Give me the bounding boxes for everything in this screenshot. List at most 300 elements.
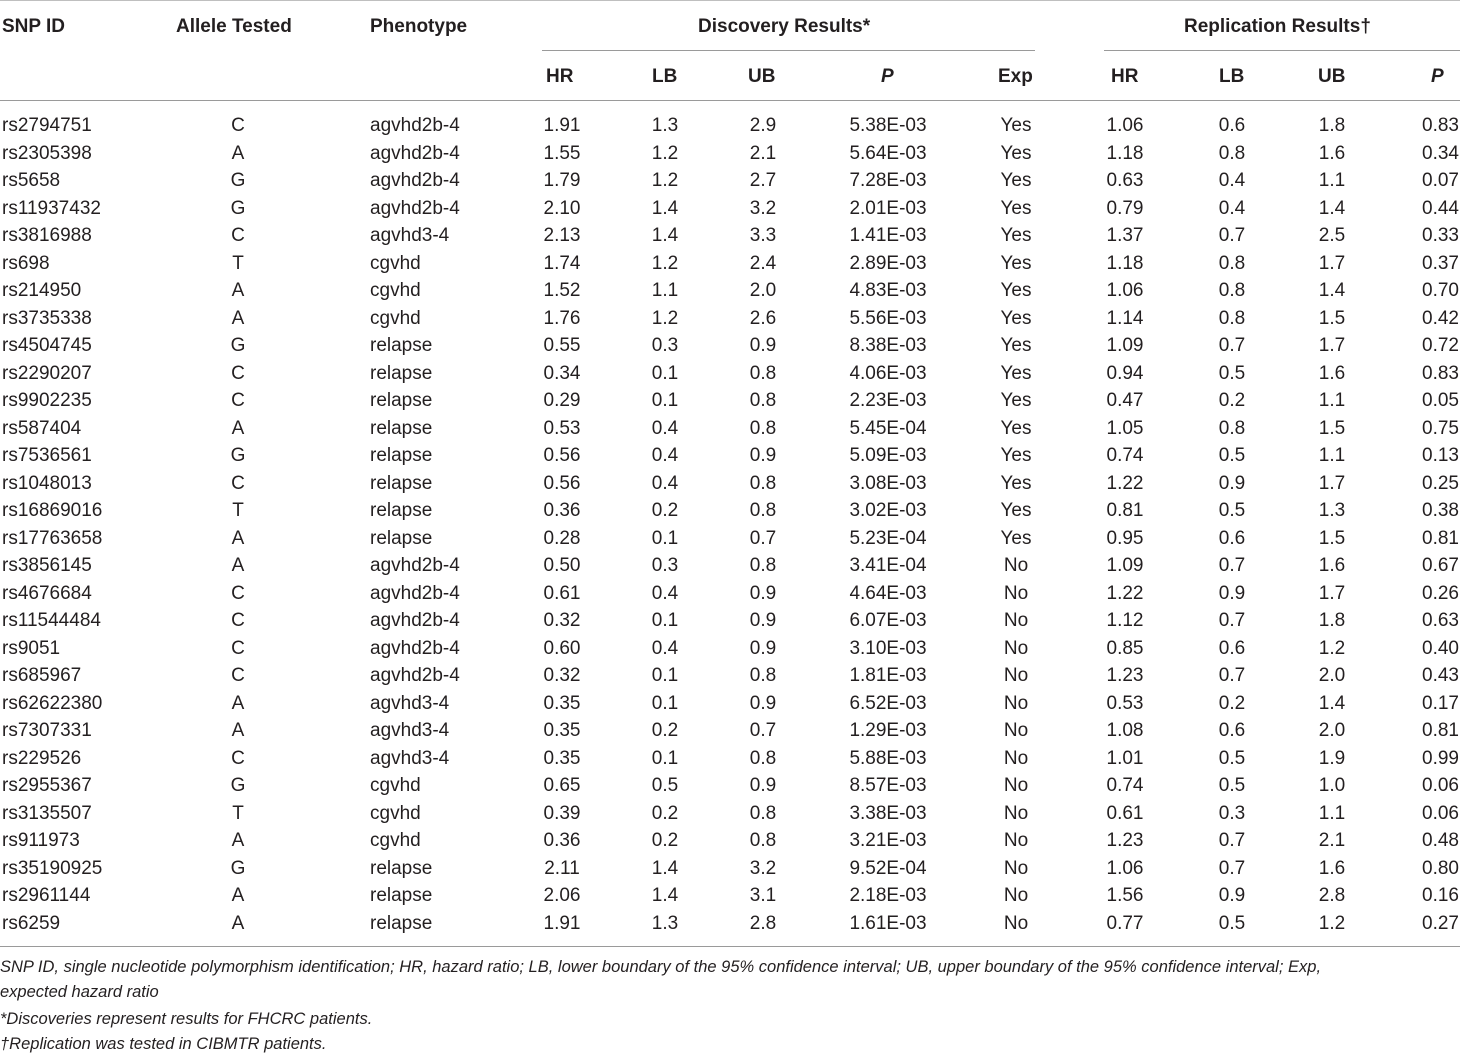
cell-disc-ub: 0.8 bbox=[749, 802, 777, 824]
cell-phenotype: relapse bbox=[370, 912, 433, 934]
cell-snp-id: rs1048013 bbox=[2, 472, 92, 494]
cell-disc-hr: 0.53 bbox=[543, 417, 581, 439]
table-row bbox=[0, 470, 1460, 498]
cell-rep-lb: 0.9 bbox=[1218, 582, 1246, 604]
cell-allele: T bbox=[232, 252, 244, 274]
cell-phenotype: agvhd2b-4 bbox=[370, 170, 460, 191]
cell-disc-hr: 0.56 bbox=[543, 472, 581, 494]
cell-disc-exp: Yes bbox=[1000, 225, 1032, 246]
cell-rep-p: 0.63 bbox=[1422, 610, 1459, 631]
cell-phenotype: agvhd2b-4 bbox=[370, 115, 460, 136]
cell-rep-ub: 2.0 bbox=[1318, 665, 1346, 686]
cell-rep-hr: 0.95 bbox=[1106, 527, 1144, 549]
cell-rep-hr: 0.79 bbox=[1106, 197, 1144, 219]
cell-snp-id: rs685967 bbox=[2, 665, 82, 686]
cell-phenotype: agvhd2b-4 bbox=[370, 665, 460, 686]
cell-disc-p: 3.08E-03 bbox=[849, 472, 927, 494]
cell-phenotype: relapse bbox=[370, 527, 433, 549]
cell-rep-lb: 0.2 bbox=[1218, 390, 1246, 411]
cell-rep-ub: 1.7 bbox=[1318, 335, 1346, 356]
cell-allele: C bbox=[231, 747, 245, 769]
cell-disc-lb: 1.4 bbox=[651, 225, 679, 246]
cell-disc-ub: 0.9 bbox=[749, 582, 777, 604]
cell-disc-exp: No bbox=[1003, 747, 1029, 769]
cell-allele: A bbox=[231, 912, 245, 934]
cell-disc-lb: 0.1 bbox=[651, 362, 679, 384]
cell-rep-lb: 0.8 bbox=[1218, 417, 1246, 439]
table-row bbox=[0, 662, 1460, 690]
cell-disc-lb: 0.1 bbox=[651, 527, 679, 549]
cell-disc-p: 1.41E-03 bbox=[849, 225, 927, 246]
cell-phenotype: relapse bbox=[370, 417, 433, 439]
cell-disc-p: 8.57E-03 bbox=[849, 775, 927, 796]
cell-disc-exp: No bbox=[1003, 665, 1029, 686]
cell-rep-ub: 1.8 bbox=[1318, 115, 1346, 136]
cell-rep-ub: 1.5 bbox=[1318, 417, 1346, 439]
table-row bbox=[0, 717, 1460, 745]
cell-phenotype: agvhd2b-4 bbox=[370, 610, 460, 631]
cell-allele: A bbox=[231, 417, 245, 439]
cell-disc-lb: 1.1 bbox=[651, 280, 679, 301]
cell-rep-hr: 1.06 bbox=[1106, 115, 1144, 136]
cell-disc-hr: 2.13 bbox=[543, 225, 581, 246]
cell-disc-hr: 1.79 bbox=[543, 170, 581, 191]
cell-disc-hr: 0.28 bbox=[543, 527, 581, 549]
cell-rep-p: 0.83 bbox=[1422, 115, 1459, 136]
cell-rep-hr: 0.53 bbox=[1106, 692, 1144, 714]
cell-disc-exp: No bbox=[1003, 555, 1029, 576]
header-discovery-ub: UB bbox=[748, 66, 776, 87]
cell-disc-hr: 1.74 bbox=[543, 252, 581, 274]
cell-disc-exp: No bbox=[1003, 582, 1029, 604]
cell-rep-ub: 1.5 bbox=[1318, 527, 1346, 549]
cell-rep-ub: 1.6 bbox=[1318, 142, 1346, 164]
cell-rep-hr: 1.23 bbox=[1106, 830, 1144, 851]
cell-rep-hr: 1.18 bbox=[1106, 142, 1144, 164]
cell-disc-hr: 1.91 bbox=[543, 912, 581, 934]
cell-rep-p: 0.43 bbox=[1422, 665, 1459, 686]
cell-rep-lb: 0.3 bbox=[1218, 802, 1246, 824]
cell-disc-ub: 0.8 bbox=[749, 500, 777, 521]
table-row bbox=[0, 772, 1460, 800]
discovery-group-underline bbox=[542, 50, 1035, 51]
cell-disc-hr: 0.56 bbox=[543, 445, 581, 466]
cell-disc-exp: Yes bbox=[1000, 500, 1032, 521]
header-discovery-lb: LB bbox=[652, 66, 678, 87]
cell-disc-hr: 0.39 bbox=[543, 802, 581, 824]
cell-snp-id: rs16869016 bbox=[2, 500, 103, 521]
cell-rep-p: 0.40 bbox=[1422, 637, 1459, 659]
cell-disc-lb: 0.3 bbox=[651, 335, 679, 356]
cell-allele: A bbox=[231, 692, 245, 714]
cell-rep-ub: 1.1 bbox=[1318, 390, 1346, 411]
cell-disc-p: 5.38E-03 bbox=[849, 115, 927, 136]
cell-disc-lb: 0.1 bbox=[651, 665, 679, 686]
cell-disc-hr: 1.76 bbox=[543, 307, 581, 329]
cell-disc-ub: 2.7 bbox=[749, 170, 777, 191]
cell-rep-p: 0.80 bbox=[1422, 857, 1459, 879]
cell-disc-p: 1.81E-03 bbox=[849, 665, 927, 686]
cell-snp-id: rs6259 bbox=[2, 912, 61, 934]
cell-rep-p: 0.25 bbox=[1422, 472, 1459, 494]
cell-disc-p: 1.61E-03 bbox=[849, 912, 927, 934]
cell-rep-lb: 0.4 bbox=[1218, 197, 1246, 219]
cell-disc-ub: 0.8 bbox=[749, 830, 777, 851]
cell-snp-id: rs698 bbox=[2, 252, 50, 274]
cell-rep-ub: 2.8 bbox=[1318, 885, 1346, 906]
cell-disc-lb: 0.4 bbox=[651, 637, 679, 659]
cell-rep-p: 0.07 bbox=[1422, 170, 1459, 191]
cell-allele: G bbox=[230, 197, 246, 219]
cell-snp-id: rs11937432 bbox=[2, 197, 101, 219]
cell-disc-ub: 0.9 bbox=[749, 637, 777, 659]
cell-rep-lb: 0.4 bbox=[1218, 170, 1246, 191]
cell-disc-hr: 0.35 bbox=[543, 692, 581, 714]
cell-disc-ub: 2.4 bbox=[749, 252, 777, 274]
cell-rep-hr: 1.18 bbox=[1106, 252, 1144, 274]
cell-disc-lb: 0.5 bbox=[651, 775, 679, 796]
cell-phenotype: agvhd3-4 bbox=[370, 720, 450, 741]
cell-snp-id: rs911973 bbox=[2, 830, 80, 851]
cell-disc-ub: 0.9 bbox=[749, 775, 777, 796]
cell-rep-hr: 0.81 bbox=[1106, 500, 1144, 521]
cell-rep-ub: 1.9 bbox=[1318, 747, 1346, 769]
header-replication-results: Replication Results† bbox=[1184, 16, 1371, 37]
cell-rep-lb: 0.7 bbox=[1218, 857, 1246, 879]
cell-rep-lb: 0.7 bbox=[1218, 335, 1246, 356]
cell-disc-lb: 0.1 bbox=[651, 390, 679, 411]
table-row bbox=[0, 167, 1460, 195]
cell-rep-p: 0.37 bbox=[1422, 252, 1459, 274]
cell-snp-id: rs4504745 bbox=[2, 335, 92, 356]
cell-rep-ub: 1.4 bbox=[1318, 692, 1346, 714]
cell-rep-p: 0.27 bbox=[1422, 912, 1459, 934]
cell-rep-p: 0.13 bbox=[1422, 445, 1459, 466]
cell-rep-ub: 1.8 bbox=[1318, 610, 1346, 631]
cell-rep-ub: 1.1 bbox=[1318, 170, 1346, 191]
cell-disc-lb: 0.2 bbox=[651, 830, 679, 851]
cell-disc-lb: 0.4 bbox=[651, 472, 679, 494]
cell-rep-lb: 0.7 bbox=[1218, 225, 1246, 246]
cell-disc-hr: 1.91 bbox=[543, 115, 581, 136]
cell-rep-p: 0.81 bbox=[1422, 527, 1459, 549]
header-replication-p bbox=[1431, 66, 1444, 88]
cell-allele: G bbox=[230, 857, 246, 879]
cell-phenotype: cgvhd bbox=[370, 802, 421, 824]
cell-disc-p: 8.38E-03 bbox=[849, 335, 927, 356]
cell-disc-p: 9.52E-04 bbox=[849, 857, 927, 879]
cell-disc-hr: 0.65 bbox=[543, 775, 581, 796]
cell-rep-hr: 1.14 bbox=[1106, 307, 1144, 329]
table-row bbox=[0, 882, 1460, 910]
cell-rep-lb: 0.9 bbox=[1218, 885, 1246, 906]
cell-snp-id: rs2305398 bbox=[2, 142, 92, 164]
cell-disc-ub: 0.8 bbox=[749, 747, 777, 769]
cell-allele: T bbox=[232, 500, 244, 521]
cell-disc-hr: 0.32 bbox=[543, 610, 581, 631]
table-row bbox=[0, 387, 1460, 415]
cell-allele: G bbox=[230, 170, 246, 191]
cell-disc-exp: Yes bbox=[1000, 115, 1032, 136]
cell-phenotype: relapse bbox=[370, 857, 433, 879]
cell-rep-ub: 2.0 bbox=[1318, 720, 1346, 741]
cell-disc-lb: 1.4 bbox=[651, 197, 679, 219]
cell-rep-hr: 1.23 bbox=[1106, 665, 1144, 686]
cell-allele: A bbox=[231, 555, 245, 576]
cell-snp-id: rs11544484 bbox=[2, 610, 101, 631]
cell-rep-lb: 0.8 bbox=[1218, 252, 1246, 274]
cell-phenotype: relapse bbox=[370, 885, 433, 906]
cell-disc-ub: 3.2 bbox=[749, 197, 777, 219]
cell-allele: A bbox=[231, 885, 245, 906]
cell-allele: C bbox=[231, 637, 245, 659]
cell-disc-hr: 2.11 bbox=[544, 857, 580, 879]
cell-allele: C bbox=[231, 390, 245, 411]
cell-disc-hr: 0.32 bbox=[543, 665, 581, 686]
cell-snp-id: rs214950 bbox=[2, 280, 82, 301]
table-row bbox=[0, 855, 1460, 883]
cell-phenotype: relapse bbox=[370, 335, 433, 356]
cell-phenotype: agvhd3-4 bbox=[370, 747, 450, 769]
cell-rep-lb: 0.8 bbox=[1218, 280, 1246, 301]
cell-disc-hr: 0.29 bbox=[543, 390, 581, 411]
cell-snp-id: rs3135507 bbox=[2, 802, 92, 824]
cell-disc-exp: Yes bbox=[1000, 170, 1032, 191]
cell-disc-hr: 0.35 bbox=[543, 720, 581, 741]
cell-disc-exp: No bbox=[1003, 830, 1029, 851]
cell-disc-hr: 0.34 bbox=[543, 362, 581, 384]
cell-disc-ub: 2.1 bbox=[749, 142, 777, 164]
cell-phenotype: cgvhd bbox=[370, 830, 421, 851]
cell-rep-hr: 1.01 bbox=[1106, 747, 1144, 769]
cell-snp-id: rs229526 bbox=[2, 747, 82, 769]
cell-allele: G bbox=[230, 775, 246, 796]
cell-rep-ub: 1.7 bbox=[1318, 472, 1346, 494]
cell-rep-ub: 1.6 bbox=[1318, 362, 1346, 384]
cell-rep-ub: 1.1 bbox=[1318, 802, 1346, 824]
cell-rep-p: 0.70 bbox=[1422, 280, 1459, 301]
footnote-discovery: *Discoveries represent results for FHCRC patients. bbox=[0, 1010, 373, 1028]
cell-rep-hr: 0.74 bbox=[1106, 775, 1144, 796]
cell-snp-id: rs2290207 bbox=[2, 362, 92, 384]
cell-disc-ub: 0.9 bbox=[749, 445, 777, 466]
cell-rep-p: 0.17 bbox=[1422, 692, 1459, 714]
cell-snp-id: rs7307331 bbox=[2, 720, 92, 741]
cell-rep-p: 0.33 bbox=[1422, 225, 1459, 246]
cell-disc-p: 5.64E-03 bbox=[849, 142, 927, 164]
cell-disc-hr: 2.10 bbox=[543, 197, 581, 219]
cell-allele: A bbox=[231, 307, 245, 329]
cell-rep-hr: 1.22 bbox=[1106, 582, 1144, 604]
cell-phenotype: agvhd2b-4 bbox=[370, 197, 460, 219]
cell-disc-ub: 0.9 bbox=[749, 692, 777, 714]
cell-disc-hr: 0.55 bbox=[543, 335, 581, 356]
cell-rep-hr: 1.12 bbox=[1106, 610, 1144, 631]
cell-allele: A bbox=[231, 720, 245, 741]
cell-rep-lb: 0.8 bbox=[1218, 307, 1246, 329]
table-row bbox=[0, 910, 1460, 938]
cell-disc-ub: 3.1 bbox=[749, 885, 777, 906]
cell-rep-lb: 0.7 bbox=[1218, 555, 1246, 576]
cell-allele: A bbox=[231, 280, 245, 301]
cell-disc-hr: 2.06 bbox=[543, 885, 581, 906]
cell-rep-p: 0.34 bbox=[1422, 142, 1459, 164]
cell-disc-ub: 0.8 bbox=[749, 390, 777, 411]
cell-allele: A bbox=[231, 142, 245, 164]
header-discovery-results: Discovery Results* bbox=[698, 16, 871, 37]
table-row bbox=[0, 277, 1460, 305]
table-bottom-rule bbox=[0, 946, 1460, 947]
header-replication-hr: HR bbox=[1111, 66, 1139, 87]
cell-rep-lb: 0.5 bbox=[1218, 747, 1246, 769]
cell-disc-ub: 0.8 bbox=[749, 362, 777, 384]
cell-rep-hr: 0.85 bbox=[1106, 637, 1144, 659]
cell-disc-lb: 1.3 bbox=[651, 912, 679, 934]
cell-rep-hr: 1.05 bbox=[1106, 417, 1144, 439]
cell-disc-p: 3.02E-03 bbox=[849, 500, 927, 521]
cell-disc-ub: 2.8 bbox=[749, 912, 777, 934]
cell-rep-ub: 1.0 bbox=[1318, 775, 1346, 796]
table-row bbox=[0, 607, 1460, 635]
cell-rep-p: 0.06 bbox=[1422, 775, 1459, 796]
cell-snp-id: rs9902235 bbox=[2, 390, 92, 411]
table-row bbox=[0, 442, 1460, 470]
table-row bbox=[0, 800, 1460, 828]
cell-rep-ub: 1.6 bbox=[1318, 857, 1346, 879]
cell-phenotype: agvhd3-4 bbox=[370, 692, 450, 714]
cell-allele: C bbox=[231, 225, 245, 246]
cell-disc-hr: 0.36 bbox=[543, 500, 581, 521]
header-discovery-exp: Exp bbox=[998, 66, 1033, 87]
cell-rep-hr: 1.56 bbox=[1106, 885, 1144, 906]
cell-disc-ub: 0.9 bbox=[749, 335, 777, 356]
cell-allele: C bbox=[231, 582, 245, 604]
cell-disc-exp: No bbox=[1003, 802, 1029, 824]
cell-disc-ub: 3.2 bbox=[749, 857, 777, 879]
header-discovery-hr: HR bbox=[546, 66, 574, 87]
cell-phenotype: agvhd2b-4 bbox=[370, 582, 460, 604]
table-row bbox=[0, 827, 1460, 855]
cell-disc-hr: 0.50 bbox=[543, 555, 581, 576]
cell-disc-lb: 1.2 bbox=[651, 170, 679, 191]
cell-rep-lb: 0.6 bbox=[1218, 527, 1246, 549]
replication-group-underline bbox=[1104, 50, 1460, 51]
cell-phenotype: cgvhd bbox=[370, 280, 421, 301]
table-row bbox=[0, 745, 1460, 773]
cell-disc-p: 5.23E-04 bbox=[849, 527, 927, 549]
cell-phenotype: relapse bbox=[370, 472, 433, 494]
cell-rep-p: 0.75 bbox=[1422, 417, 1459, 439]
cell-disc-p: 3.10E-03 bbox=[849, 637, 927, 659]
cell-disc-lb: 0.3 bbox=[651, 555, 679, 576]
cell-rep-hr: 1.06 bbox=[1106, 280, 1144, 301]
cell-disc-lb: 0.4 bbox=[651, 417, 679, 439]
cell-disc-ub: 2.0 bbox=[749, 280, 777, 301]
cell-rep-lb: 0.6 bbox=[1218, 720, 1246, 741]
cell-disc-lb: 1.4 bbox=[651, 857, 679, 879]
table-row bbox=[0, 195, 1460, 223]
cell-rep-lb: 0.6 bbox=[1218, 115, 1246, 136]
cell-rep-hr: 1.06 bbox=[1106, 857, 1144, 879]
header-replication-lb: LB bbox=[1219, 66, 1245, 87]
cell-disc-lb: 0.1 bbox=[651, 692, 679, 714]
cell-disc-lb: 0.1 bbox=[651, 747, 679, 769]
cell-rep-lb: 0.2 bbox=[1218, 692, 1246, 714]
cell-disc-p: 4.64E-03 bbox=[849, 582, 927, 604]
cell-rep-hr: 1.22 bbox=[1106, 472, 1144, 494]
cell-rep-lb: 0.5 bbox=[1218, 912, 1246, 934]
cell-rep-p: 0.26 bbox=[1422, 582, 1459, 604]
cell-snp-id: rs62622380 bbox=[2, 692, 103, 714]
cell-disc-p: 1.29E-03 bbox=[849, 720, 927, 741]
cell-rep-p: 0.06 bbox=[1422, 802, 1459, 824]
cell-disc-ub: 0.9 bbox=[749, 610, 777, 631]
cell-phenotype: cgvhd bbox=[370, 775, 421, 796]
cell-rep-hr: 0.94 bbox=[1106, 362, 1144, 384]
cell-allele: C bbox=[231, 472, 245, 494]
cell-phenotype: agvhd2b-4 bbox=[370, 142, 460, 164]
cell-rep-ub: 1.5 bbox=[1318, 307, 1346, 329]
cell-disc-exp: No bbox=[1003, 885, 1029, 906]
cell-disc-p: 6.07E-03 bbox=[849, 610, 927, 631]
table-row bbox=[0, 332, 1460, 360]
cell-disc-exp: Yes bbox=[1000, 252, 1032, 274]
cell-rep-p: 0.44 bbox=[1422, 197, 1459, 219]
cell-disc-ub: 0.8 bbox=[749, 555, 777, 576]
table-row bbox=[0, 360, 1460, 388]
cell-disc-exp: No bbox=[1003, 692, 1029, 714]
cell-allele: A bbox=[231, 830, 245, 851]
cell-rep-p: 0.81 bbox=[1422, 720, 1459, 741]
cell-allele: G bbox=[230, 445, 246, 466]
footnote-abbreviations-2: expected hazard ratio bbox=[0, 983, 159, 1001]
cell-snp-id: rs7536561 bbox=[2, 445, 92, 466]
cell-disc-exp: Yes bbox=[1000, 362, 1032, 384]
table-row bbox=[0, 497, 1460, 525]
cell-disc-p: 5.88E-03 bbox=[849, 747, 927, 769]
cell-disc-ub: 0.8 bbox=[749, 665, 777, 686]
cell-snp-id: rs17763658 bbox=[2, 527, 103, 549]
cell-disc-ub: 3.3 bbox=[749, 225, 777, 246]
cell-disc-p: 3.21E-03 bbox=[849, 830, 927, 851]
cell-rep-hr: 0.47 bbox=[1106, 390, 1144, 411]
cell-disc-exp: Yes bbox=[1000, 527, 1032, 549]
cell-rep-p: 0.48 bbox=[1422, 830, 1459, 851]
cell-snp-id: rs587404 bbox=[2, 417, 82, 439]
cell-snp-id: rs5658 bbox=[2, 170, 61, 191]
cell-disc-hr: 1.55 bbox=[543, 142, 581, 164]
cell-disc-exp: Yes bbox=[1000, 280, 1032, 301]
header-discovery-p bbox=[881, 66, 894, 88]
cell-disc-lb: 1.4 bbox=[651, 885, 679, 906]
cell-disc-ub: 2.9 bbox=[749, 115, 777, 136]
cell-disc-hr: 0.61 bbox=[543, 582, 581, 604]
cell-phenotype: cgvhd bbox=[370, 252, 421, 274]
cell-disc-p: 4.83E-03 bbox=[849, 280, 927, 301]
cell-rep-p: 0.99 bbox=[1422, 747, 1459, 769]
cell-phenotype: agvhd3-4 bbox=[370, 225, 450, 246]
cell-allele: C bbox=[231, 610, 245, 631]
header-snp-id: SNP ID bbox=[2, 16, 66, 37]
cell-disc-p: 4.06E-03 bbox=[849, 362, 927, 384]
cell-snp-id: rs2955367 bbox=[2, 775, 92, 796]
cell-rep-ub: 1.6 bbox=[1318, 555, 1346, 576]
cell-disc-exp: Yes bbox=[1000, 197, 1032, 219]
cell-rep-ub: 1.7 bbox=[1318, 582, 1346, 604]
cell-rep-p: 0.72 bbox=[1422, 335, 1459, 356]
cell-disc-lb: 0.4 bbox=[651, 445, 679, 466]
cell-disc-lb: 1.2 bbox=[651, 252, 679, 274]
